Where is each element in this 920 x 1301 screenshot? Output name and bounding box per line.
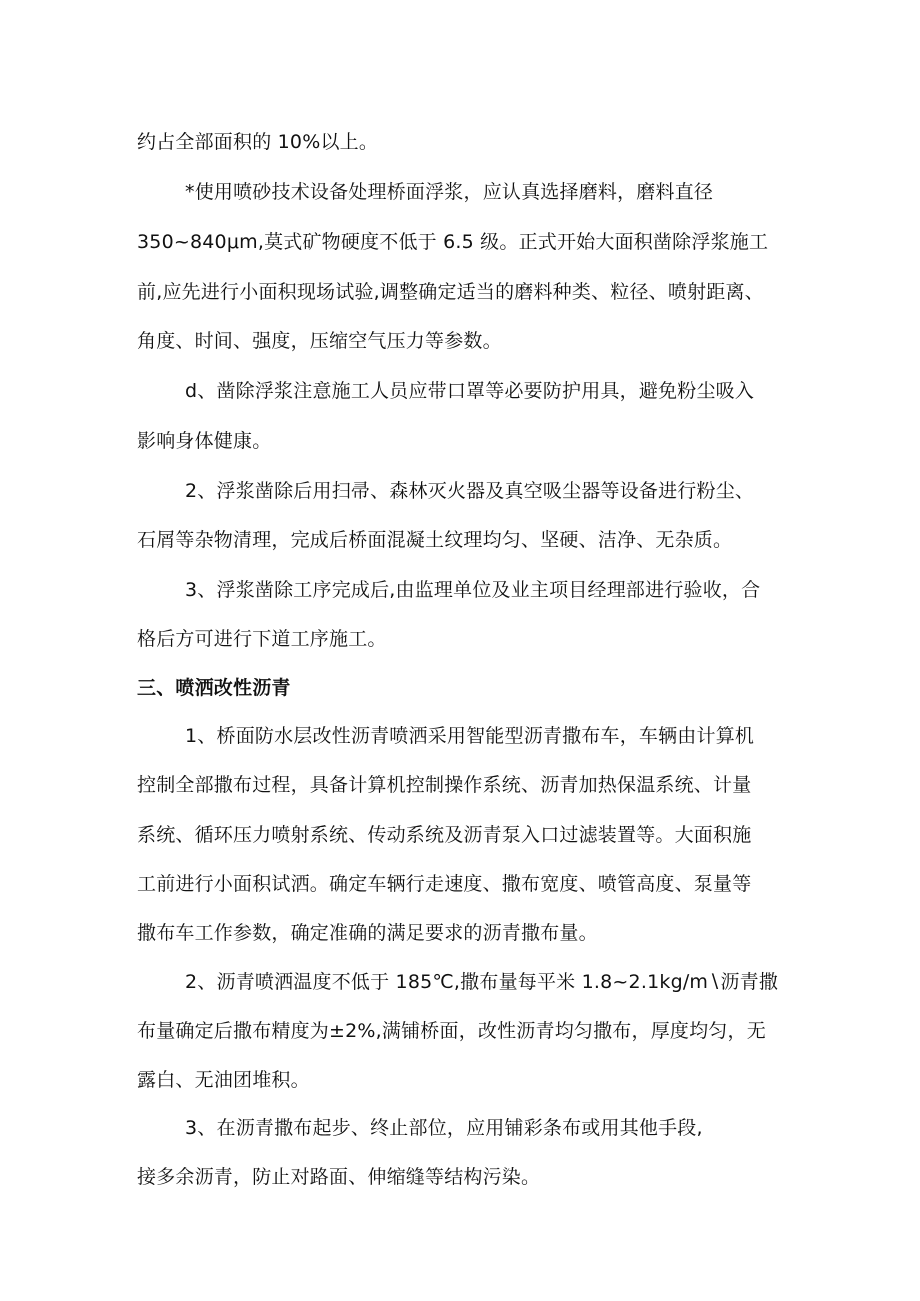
text-line: 布量确定后撒布精度为±2%,满铺桥面，改性沥青均匀撒布，厚度均匀，无 <box>137 1020 766 1042</box>
text-line: 格后方可进行下道工序施工。 <box>137 628 387 650</box>
text-line: 前,应先进行小面积现场试验,调整确定适当的磨料种类、粒径、喷射距离、 <box>137 281 764 303</box>
text-line: d、凿除浮浆注意施工人员应带口罩等必要防护用具，避免粉尘吸入 <box>185 380 755 402</box>
text-line: 露白、无油团堆积。 <box>137 1069 310 1091</box>
text-line: *使用喷砂技术设备处理桥面浮浆，应认真选择磨料，磨料直径 <box>185 181 714 203</box>
text-line: 控制全部撒布过程，具备计算机控制操作系统、沥青加热保温系统、计量 <box>137 774 752 796</box>
text-line: 工前进行小面积试洒。确定车辆行走速度、撒布宽度、喷管高度、泵量等 <box>137 873 752 895</box>
text-line: 2、沥青喷洒温度不低于 185℃,撒布量每平米 1.8~2.1kg∕m∖沥青撒 <box>185 971 779 993</box>
text-line: 石屑等杂物清理，完成后桥面混凝土纹理均匀、坚硬、洁净、无杂质。 <box>137 529 733 551</box>
text-line: 3、在沥青撒布起步、终止部位，应用铺彩条布或用其他手段, <box>185 1117 703 1139</box>
text-line: 2、浮浆凿除后用扫帚、森林灭火器及真空吸尘器等设备进行粉尘、 <box>185 480 755 502</box>
text-line: 1、桥面防水层改性沥青喷洒采用智能型沥青撒布车，车辆由计算机 <box>185 725 755 747</box>
text-line: 角度、时间、强度，压缩空气压力等参数。 <box>137 330 502 352</box>
text-line: 接多余沥青，防止对路面、伸缩缝等结构污染。 <box>137 1166 541 1188</box>
text-line: 约占全部面积的 10%以上。 <box>137 131 379 153</box>
text-line: 撒布车工作参数，确定准确的满足要求的沥青撒布量。 <box>137 922 598 944</box>
text-line: 系统、循环压力喷射系统、传动系统及沥青泵入口过滤装置等。大面积施 <box>137 824 752 846</box>
text-line: 350~840μm,莫式矿物硬度不低于 6.5 级。正式开始大面积凿除浮浆施工 <box>137 231 769 253</box>
text-line: 3、浮浆凿除工序完成后,由监理单位及业主项目经理部进行验收，合 <box>185 579 761 601</box>
text-line: 影响身体健康。 <box>137 430 272 452</box>
section-heading: 三、喷洒改性沥青 <box>137 677 291 699</box>
